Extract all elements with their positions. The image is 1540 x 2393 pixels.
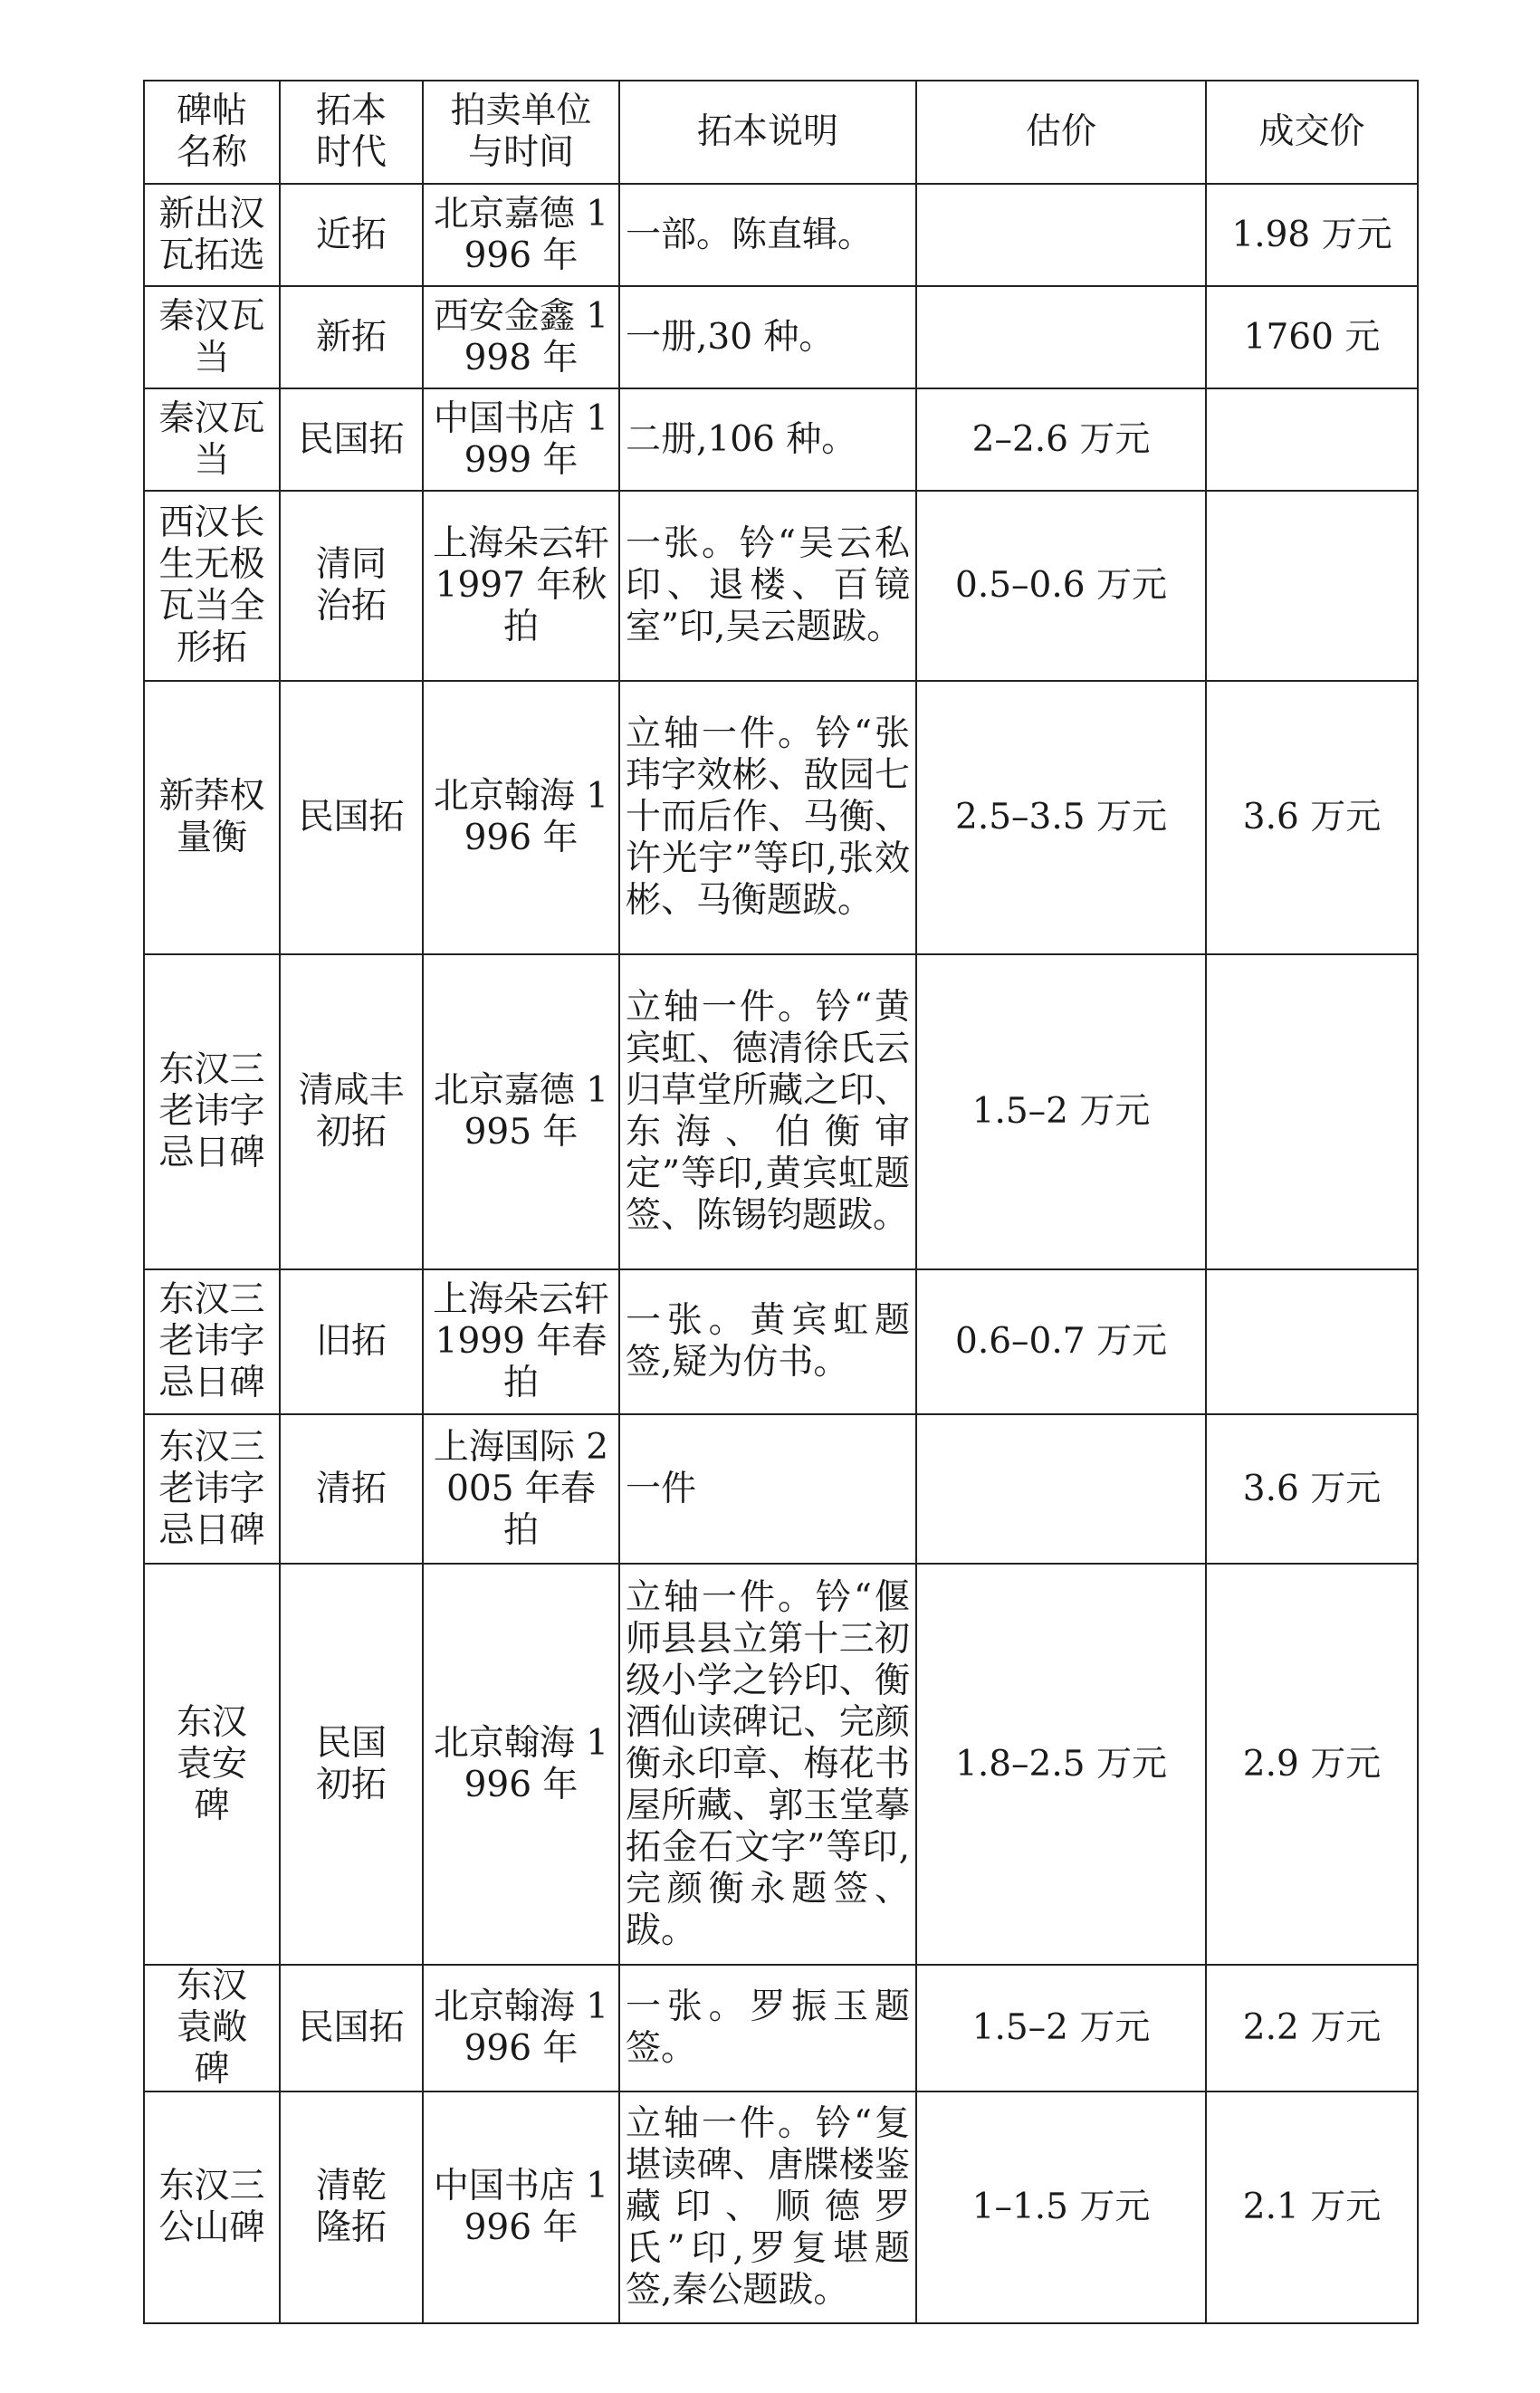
cell-house: 上海朵云轩 1999 年春拍: [423, 1269, 619, 1414]
cell-price: 1760 元: [1206, 286, 1418, 388]
cell-desc: 二册,106 种。: [619, 388, 916, 491]
cell-name: 秦汉瓦当: [144, 388, 280, 491]
cell-price: 2.2 万元: [1206, 1965, 1418, 2091]
auction-table: [143, 80, 1419, 2324]
cell-desc: 一张。罗振玉题签。: [619, 1965, 916, 2091]
table-row: [144, 388, 1418, 491]
cell-house: 上海国际 2005 年春拍: [423, 1414, 619, 1564]
cell-desc: 立轴一件。钤“复堪读碑、唐牒楼鉴藏印、顺德罗氏”印,罗复堪题签,秦公题跋。: [619, 2091, 916, 2323]
cell-price: [1206, 1269, 1418, 1414]
header-row: [144, 81, 1418, 184]
cell-estimate: 1.5–2 万元: [916, 954, 1206, 1269]
cell-estimate: 2.5–3.5 万元: [916, 681, 1206, 954]
cell-house: 上海朵云轩 1997 年秋拍: [423, 491, 619, 681]
cell-name: 秦汉瓦当: [144, 286, 280, 388]
table-row: [144, 286, 1418, 388]
cell-era: 新拓: [280, 286, 423, 388]
cell-price: 1.98 万元: [1206, 184, 1418, 286]
cell-price: 2.9 万元: [1206, 1564, 1418, 1965]
cell-desc: 一部。陈直辑。: [619, 184, 916, 286]
cell-desc: 一册,30 种。: [619, 286, 916, 388]
table-row: [144, 681, 1418, 954]
cell-name: 东汉袁安碑: [144, 1564, 280, 1965]
cell-house: 西安金鑫 1998 年: [423, 286, 619, 388]
table-row: [144, 1414, 1418, 1564]
cell-price: 2.1 万元: [1206, 2091, 1418, 2323]
cell-price: [1206, 491, 1418, 681]
cell-name: 东汉袁敞碑: [144, 1965, 280, 2091]
cell-estimate: 1.5–2 万元: [916, 1965, 1206, 2091]
cell-estimate: 1–1.5 万元: [916, 2091, 1206, 2323]
cell-estimate: 0.6–0.7 万元: [916, 1269, 1206, 1414]
table-row: [144, 1269, 1418, 1414]
table-row: [144, 184, 1418, 286]
cell-era: 民国初拓: [280, 1564, 423, 1965]
cell-price: 3.6 万元: [1206, 1414, 1418, 1564]
cell-estimate: 0.5–0.6 万元: [916, 491, 1206, 681]
cell-house: 北京翰海 1996 年: [423, 1564, 619, 1965]
header-estimate: 估价: [916, 81, 1206, 184]
table-row: [144, 491, 1418, 681]
cell-desc: 一件: [619, 1414, 916, 1564]
cell-price: 3.6 万元: [1206, 681, 1418, 954]
table-row: [144, 1564, 1418, 1965]
cell-era: 清同治拓: [280, 491, 423, 681]
cell-desc: 立轴一件。钤“张玮字效彬、敔园七十而后作、马衡、许光宇”等印,张效彬、马衡题跋。: [619, 681, 916, 954]
cell-estimate: 1.8–2.5 万元: [916, 1564, 1206, 1965]
cell-house: 北京翰海 1996 年: [423, 681, 619, 954]
cell-era: 近拓: [280, 184, 423, 286]
cell-era: 清咸丰初拓: [280, 954, 423, 1269]
cell-name: 西汉长生无极瓦当全形拓: [144, 491, 280, 681]
cell-name: 东汉三老讳字忌日碑: [144, 1269, 280, 1414]
cell-desc: 一张。钤“吴云私印、退楼、百镜室”印,吴云题跋。: [619, 491, 916, 681]
cell-house: 北京嘉德 1996 年: [423, 184, 619, 286]
cell-desc: 立轴一件。钤“偃师县县立第十三初级小学之钤印、衡酒仙读碑记、完颜衡永印章、梅花书屋所藏、郭玉堂摹拓金石文字”等印,完颜衡永题签、跋。: [619, 1564, 916, 1965]
cell-desc: 一张。黄宾虹题签,疑为仿书。: [619, 1269, 916, 1414]
cell-era: 清拓: [280, 1414, 423, 1564]
cell-desc: 立轴一件。钤“黄宾虹、德清徐氏云归草堂所藏之印、东海、伯衡审定”等印,黄宾虹题签、陈锡钧题跋。: [619, 954, 916, 1269]
cell-estimate: [916, 184, 1206, 286]
table-row: [144, 954, 1418, 1269]
cell-name: 东汉三老讳字忌日碑: [144, 1414, 280, 1564]
header-name: 碑帖名称: [144, 81, 280, 184]
cell-name: 东汉三公山碑: [144, 2091, 280, 2323]
header-house: 拍卖单位与时间: [423, 81, 619, 184]
header-desc: 拓本说明: [619, 81, 916, 184]
table-row: [144, 2091, 1418, 2323]
cell-estimate: 2–2.6 万元: [916, 388, 1206, 491]
table-row: [144, 1965, 1418, 2091]
cell-era: 清乾隆拓: [280, 2091, 423, 2323]
cell-price: [1206, 954, 1418, 1269]
cell-era: 民国拓: [280, 1965, 423, 2091]
cell-house: 北京嘉德 1995 年: [423, 954, 619, 1269]
cell-era: 民国拓: [280, 388, 423, 491]
cell-house: 中国书店 1996 年: [423, 2091, 619, 2323]
header-era: 拓本时代: [280, 81, 423, 184]
cell-estimate: [916, 286, 1206, 388]
cell-name: 新莽权量衡: [144, 681, 280, 954]
cell-era: 旧拓: [280, 1269, 423, 1414]
cell-house: 北京翰海 1996 年: [423, 1965, 619, 2091]
cell-name: 新出汉瓦拓选: [144, 184, 280, 286]
cell-house: 中国书店 1999 年: [423, 388, 619, 491]
cell-name: 东汉三老讳字忌日碑: [144, 954, 280, 1269]
header-price: 成交价: [1206, 81, 1418, 184]
cell-era: 民国拓: [280, 681, 423, 954]
cell-price: [1206, 388, 1418, 491]
cell-estimate: [916, 1414, 1206, 1564]
